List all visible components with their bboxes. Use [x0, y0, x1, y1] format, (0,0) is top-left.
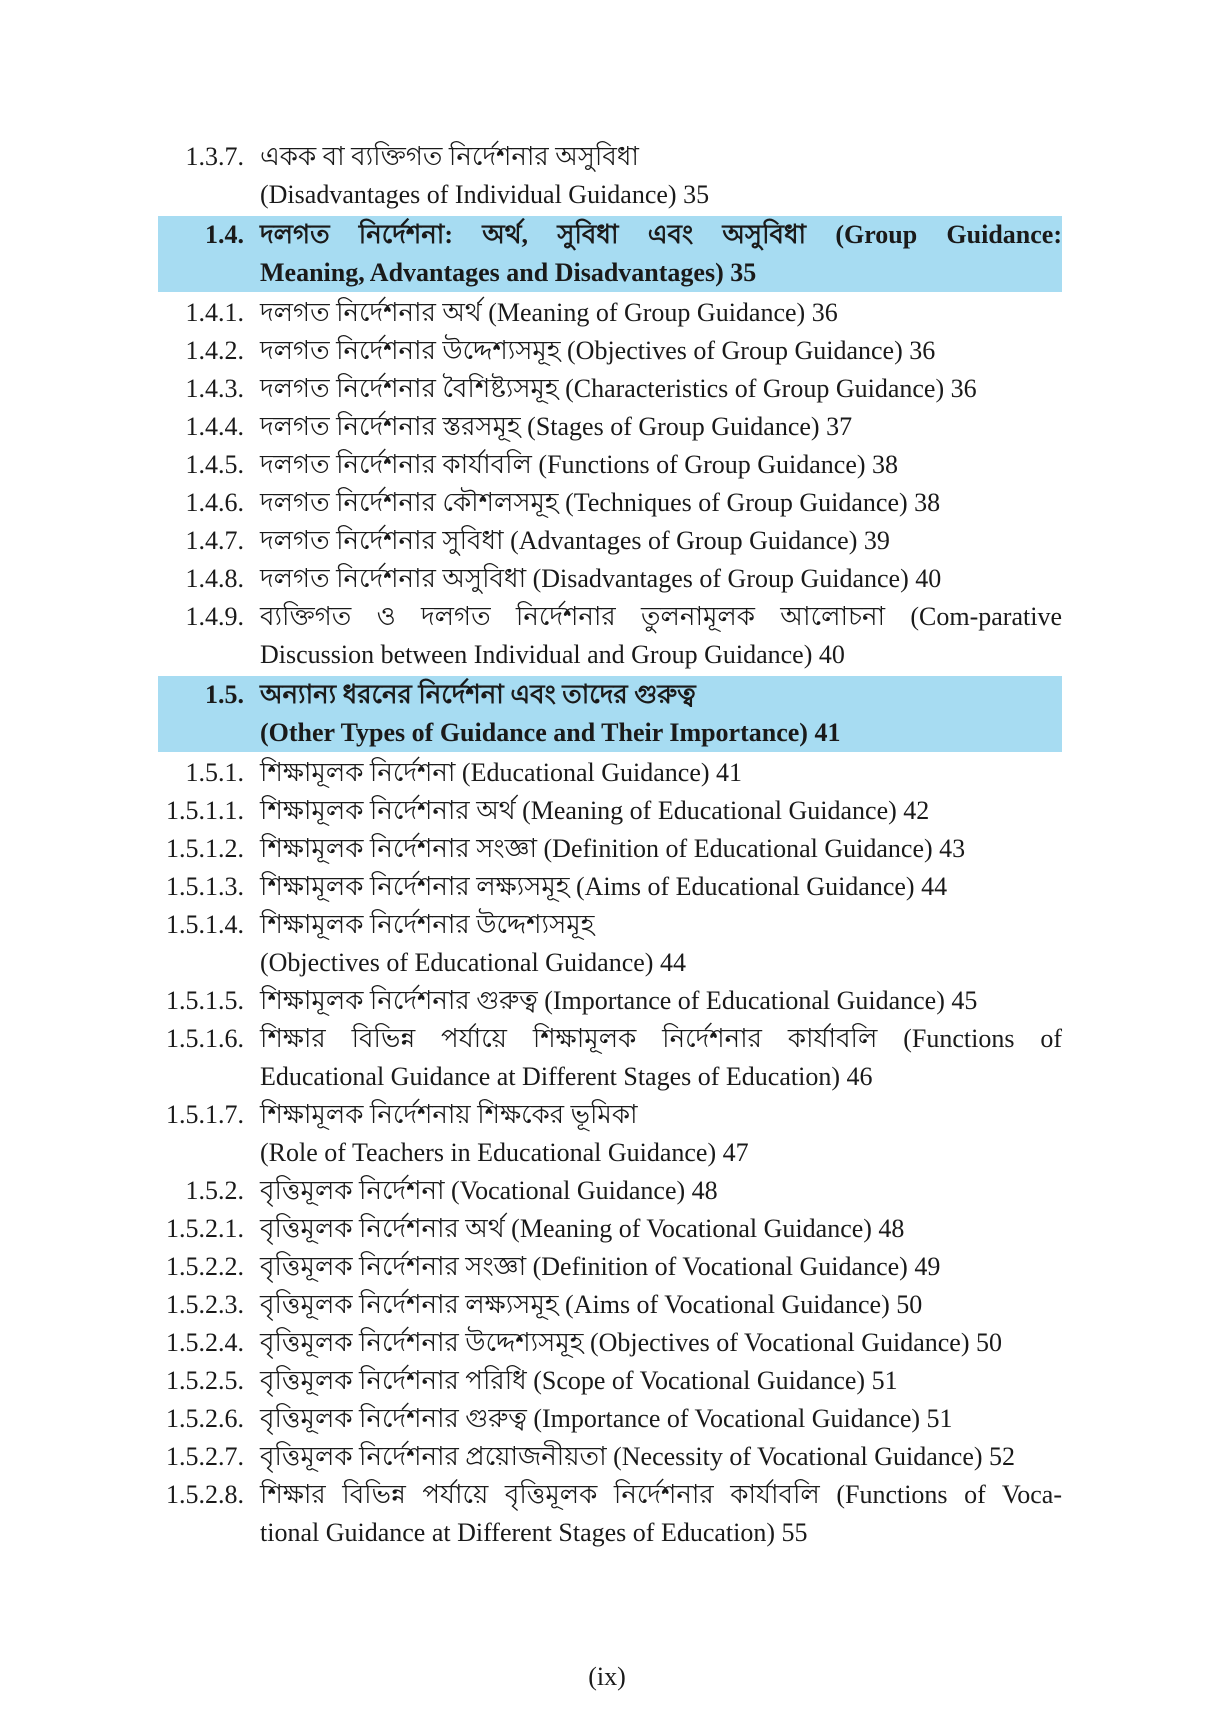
toc-entry-text: শিক্ষামূলক নির্দেশনায় শিক্ষকের ভূমিকা — [260, 1100, 638, 1129]
toc-entry — [158, 792, 1062, 830]
toc-entry-number: 1.4.7. — [185, 526, 244, 555]
toc-entry-number: 1.5.2.6. — [166, 1404, 244, 1433]
toc-entry-number: 1.4.5. — [185, 450, 244, 479]
toc-entry — [158, 598, 1062, 674]
toc-entry — [158, 754, 1062, 792]
toc-entry-number: 1.4.8. — [185, 564, 244, 593]
toc-entry-text: বৃত্তিমূলক নির্দেশনার সংজ্ঞা (Definition of Vocational Guidance) 49 — [260, 1252, 941, 1281]
toc-entry-text: দলগত নির্দেশনার সুবিধা (Advantages of Group Guidance) 39 — [260, 526, 890, 555]
toc-entry-number: 1.5.2.2. — [166, 1252, 244, 1281]
toc-entry-text: Meaning, Advantages and Disadvantages) 35 — [260, 258, 757, 287]
toc-entry-number: 1.4.3. — [185, 374, 244, 403]
toc-entry — [158, 1096, 1062, 1172]
toc-entry-text: দলগত নির্দেশনার অসুবিধা (Disadvantages of Group Guidance) 40 — [260, 564, 942, 593]
toc-entry-number: 1.4. — [205, 220, 244, 249]
toc-entry-text: বৃত্তিমূলক নির্দেশনার পরিধি (Scope of Vocational Guidance) 51 — [260, 1366, 898, 1395]
toc-entry-number: 1.5.1.6. — [166, 1024, 244, 1053]
toc-entry-text: ব্যক্তিগত ও দলগত নির্দেশনার তুলনামূলক আলোচনা (Com-parative — [260, 602, 1062, 631]
toc-entry-text: শিক্ষামূলক নির্দেশনার সংজ্ঞা (Definition of Educational Guidance) 43 — [260, 834, 966, 863]
toc-entry-text: দলগত নির্দেশনার কার্যাবলি (Functions of Group Guidance) 38 — [260, 450, 899, 479]
toc-entry — [158, 1438, 1062, 1476]
toc-entry-text: শিক্ষামূলক নির্দেশনার লক্ষ্যসমূহ (Aims of Educational Guidance) 44 — [260, 872, 948, 901]
toc-entry — [158, 294, 1062, 332]
toc-entry — [158, 446, 1062, 484]
toc-entry — [158, 138, 1062, 214]
toc-entry — [158, 1362, 1062, 1400]
toc-entry — [158, 1476, 1062, 1552]
toc-entry-text: (Role of Teachers in Educational Guidance) 47 — [260, 1138, 749, 1167]
toc-entry-text: শিক্ষামূলক নির্দেশনা (Educational Guidance) 41 — [260, 758, 743, 787]
toc-entry-number: 1.4.1. — [185, 298, 244, 327]
toc-entry-number: 1.5.2.8. — [166, 1480, 244, 1509]
toc-entry-number: 1.5.1. — [185, 758, 244, 787]
toc-entry — [158, 408, 1062, 446]
toc-entry-number: 1.5. — [205, 680, 244, 709]
toc-entry-text: শিক্ষামূলক নির্দেশনার গুরুত্ব (Importance of Educational Guidance) 45 — [260, 986, 978, 1015]
toc-entry-number: 1.5.2.1. — [166, 1214, 244, 1243]
toc-entry-text: শিক্ষার বিভিন্ন পর্যায়ে বৃত্তিমূলক নির্দেশনার কার্যাবলি (Functions of Voca- — [260, 1480, 1062, 1509]
toc-entry — [158, 1286, 1062, 1324]
toc-entry — [158, 1172, 1062, 1210]
toc-entry-number: 1.5.2.5. — [166, 1366, 244, 1395]
table-of-contents — [158, 138, 1062, 1552]
toc-entry-number: 1.5.1.1. — [166, 796, 244, 825]
toc-entry-text: বৃত্তিমূলক নির্দেশনার অর্থ (Meaning of Vocational Guidance) 48 — [260, 1214, 905, 1243]
toc-entry-number: 1.4.2. — [185, 336, 244, 365]
toc-entry-text: একক বা ব্যক্তিগত নির্দেশনার অসুবিধা — [260, 142, 639, 171]
toc-entry — [158, 868, 1062, 906]
toc-entry-text: দলগত নির্দেশনার অর্থ (Meaning of Group Guidance) 36 — [260, 298, 838, 327]
toc-entry-text: বৃত্তিমূলক নির্দেশনার উদ্দেশ্যসমূহ (Objectives of Vocational Guidance) 50 — [260, 1328, 1002, 1357]
toc-entry-number: 1.3.7. — [185, 142, 244, 171]
toc-entry-number: 1.5.2.4. — [166, 1328, 244, 1357]
toc-entry-text: বৃত্তিমূলক নির্দেশনার লক্ষ্যসমূহ (Aims of Vocational Guidance) 50 — [260, 1290, 923, 1319]
toc-entry-text: (Disadvantages of Individual Guidance) 35 — [260, 180, 710, 209]
toc-entry-text: দলগত নির্দেশনার স্তরসমূহ (Stages of Group Guidance) 37 — [260, 412, 853, 441]
toc-entry — [158, 830, 1062, 868]
toc-entry-text: বৃত্তিমূলক নির্দেশনা (Vocational Guidance) 48 — [260, 1176, 718, 1205]
toc-entry-text: অন্যান্য ধরনের নির্দেশনা এবং তাদের গুরুত্ব — [260, 680, 696, 709]
toc-entry — [158, 906, 1062, 982]
toc-entry-text: দলগত নির্দেশনার বৈশিষ্ট্যসমূহ (Characteristics of Group Guidance) 36 — [260, 374, 977, 403]
toc-entry — [158, 370, 1062, 408]
toc-section-heading — [158, 216, 1062, 292]
toc-entry-number: 1.5.2. — [185, 1176, 244, 1205]
toc-entry — [158, 522, 1062, 560]
toc-entry — [158, 1400, 1062, 1438]
toc-entry-text: শিক্ষার বিভিন্ন পর্যায়ে শিক্ষামূলক নির্দেশনার কার্যাবলি (Functions of — [260, 1024, 1062, 1053]
toc-entry-text: দলগত নির্দেশনার কৌশলসমূহ (Techniques of Group Guidance) 38 — [260, 488, 941, 517]
toc-section-heading — [158, 676, 1062, 752]
toc-entry-number: 1.5.1.5. — [166, 986, 244, 1015]
toc-entry-text: বৃত্তিমূলক নির্দেশনার প্রয়োজনীয়তা (Necessity of Vocational Guidance) 52 — [260, 1442, 1016, 1471]
toc-entry — [158, 1248, 1062, 1286]
toc-entry — [158, 1210, 1062, 1248]
toc-entry-number: 1.5.1.2. — [166, 834, 244, 863]
toc-entry-text: শিক্ষামূলক নির্দেশনার অর্থ (Meaning of Educational Guidance) 42 — [260, 796, 930, 825]
toc-entry-number: 1.4.4. — [185, 412, 244, 441]
toc-entry-number: 1.4.6. — [185, 488, 244, 517]
toc-entry-text: দলগত নির্দেশনার উদ্দেশ্যসমূহ (Objectives of Group Guidance) 36 — [260, 336, 936, 365]
toc-entry-text: Discussion between Individual and Group Guidance) 40 — [260, 640, 845, 669]
toc-entry-text: (Other Types of Guidance and Their Importance) 41 — [260, 718, 841, 747]
toc-entry-number: 1.5.1.3. — [166, 872, 244, 901]
toc-entry-number: 1.5.2.7. — [166, 1442, 244, 1471]
toc-entry-number: 1.5.1.4. — [166, 910, 244, 939]
page-number: (ix) — [588, 1662, 626, 1691]
toc-entry — [158, 982, 1062, 1020]
toc-entry-number: 1.4.9. — [185, 602, 244, 631]
toc-entry — [158, 1020, 1062, 1096]
toc-entry — [158, 1324, 1062, 1362]
toc-entry — [158, 560, 1062, 598]
toc-entry-text: Educational Guidance at Different Stages of Education) 46 — [260, 1062, 873, 1091]
toc-entry-text: বৃত্তিমূলক নির্দেশনার গুরুত্ব (Importance of Vocational Guidance) 51 — [260, 1404, 953, 1433]
toc-entry-text: (Objectives of Educational Guidance) 44 — [260, 948, 686, 977]
toc-entry-text: শিক্ষামূলক নির্দেশনার উদ্দেশ্যসমূহ — [260, 910, 595, 939]
toc-entry-number: 1.5.1.7. — [166, 1100, 244, 1129]
toc-entry-number: 1.5.2.3. — [166, 1290, 244, 1319]
toc-entry — [158, 484, 1062, 522]
toc-entry-text: tional Guidance at Different Stages of Education) 55 — [260, 1518, 808, 1547]
toc-entry-text: দলগত নির্দেশনা: অর্থ, সুবিধা এবং অসুবিধা (Group Guidance: — [260, 220, 1062, 249]
toc-entry — [158, 332, 1062, 370]
